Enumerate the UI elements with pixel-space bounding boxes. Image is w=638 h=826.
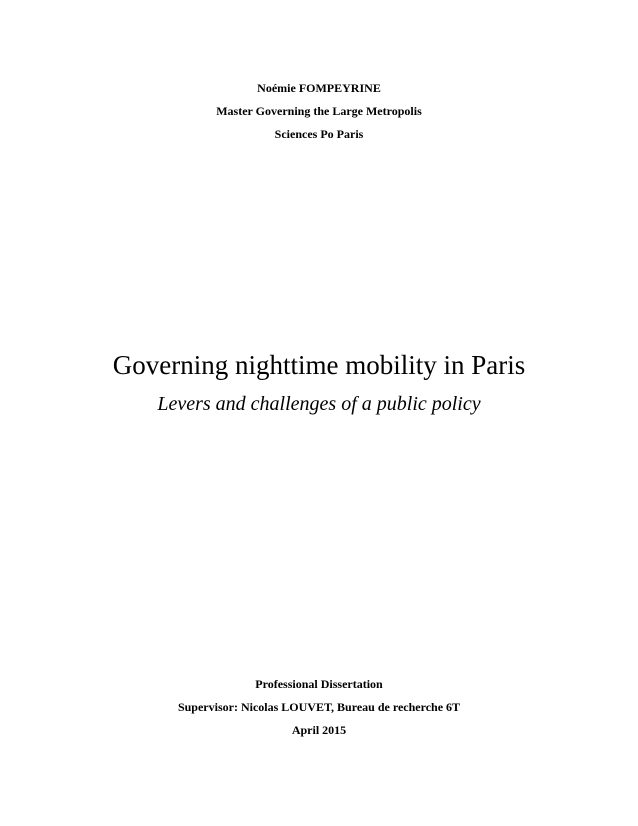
- document-type: Professional Dissertation: [255, 677, 383, 691]
- document-date: April 2015: [291, 723, 347, 737]
- document-subtitle: Levers and challenges of a public policy: [157, 393, 481, 415]
- supervisor-line: Supervisor: Nicolas LOUVET, Bureau de recherche 6T: [177, 700, 461, 714]
- school-name: Sciences Po Paris: [274, 127, 364, 141]
- document-title: Governing nighttime mobility in Paris: [112, 350, 526, 380]
- author-name: Noémie FOMPEYRINE: [257, 81, 381, 95]
- program-name: Master Governing the Large Metropolis: [216, 104, 422, 118]
